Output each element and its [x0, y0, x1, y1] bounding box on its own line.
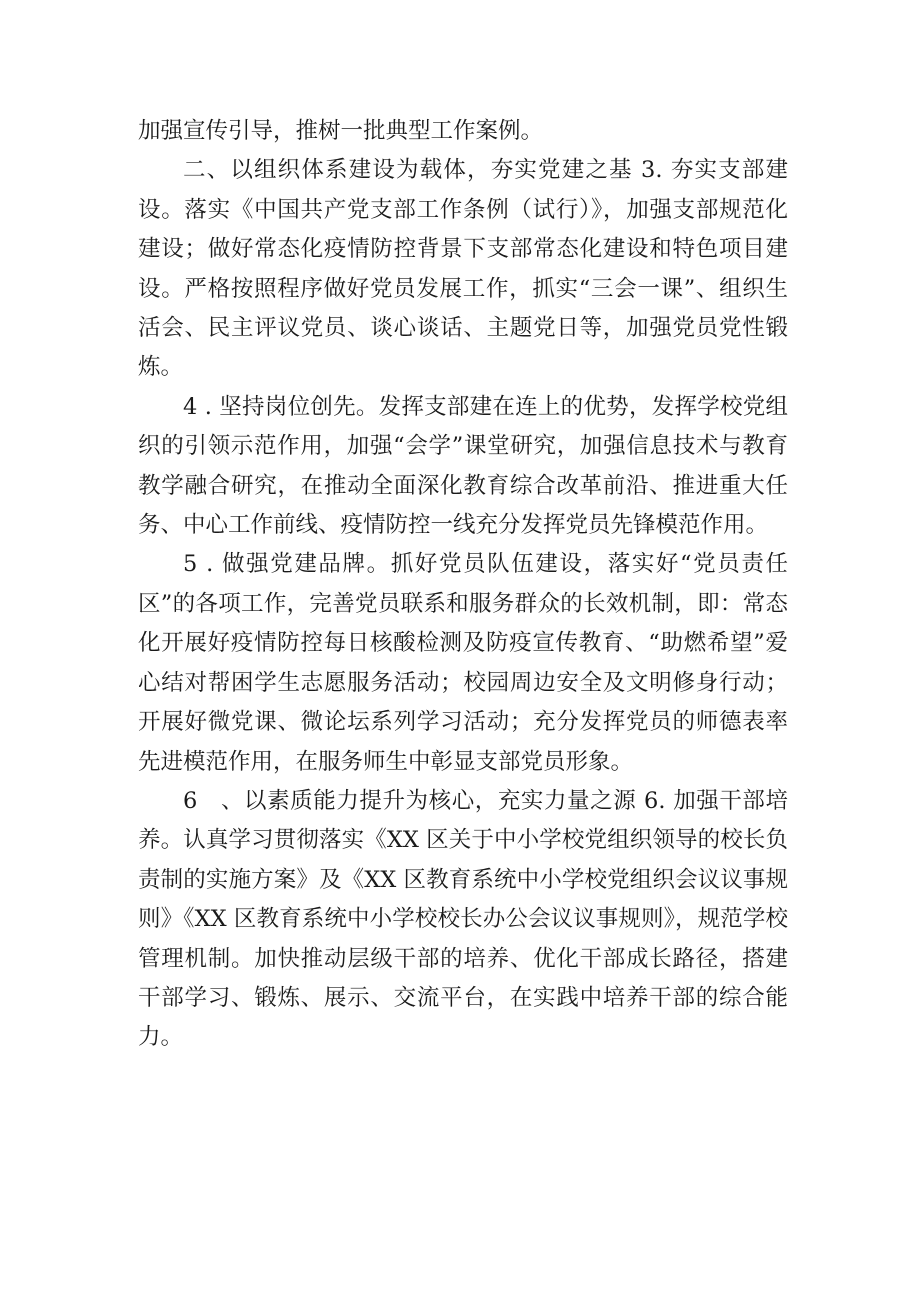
paragraph-organization-system: 二、以组织体系建设为载体，夯实党建之基 3. 夯实支部建设。落实《中国共产党支部工作条例（试行）》，加强支部规范化建设；做好常态化疫情防控背景下支部常态化建设和特色项目建设。严格按照程序做好党员发展工作，抓实“三会一课”、组织生活会、民主评议党员、谈心谈话、主题党日等，加强党员党性锻炼。 [138, 157, 788, 381]
paragraph-publicity-cases: 加强宣传引导，推树一批典型工作案例。 [138, 118, 544, 144]
paragraph-post-excellence: 4 . 坚持岗位创先。发挥支部建在连上的优势，发挥学校党组织的引领示范作用，加强“会学”课堂研究，加强信息技术与教育教学融合研究，在推动全面深化教育综合改革前沿、推进重大任务、中心工作前线、疫情防控一线充分发挥党员先锋模范作用。 [138, 393, 788, 539]
paragraph-party-brand: 5 . 做强党建品牌。抓好党员队伍建设，落实好“党员责任区”的各项工作，完善党员联系和服务群众的长效机制，即：常态化开展好疫情防控每日核酸检测及防疫宣传教育、“助燃希望”爱心结对帮困学生志愿服务活动；校园周边安全及文明修身行动；开展好微党课、微论坛系列学习活动；充分发挥党员的师德表率先进模范作用，在服务师生中彰显支部党员形象。 [138, 551, 788, 775]
paragraph-cadre-training: 6 、以素质能力提升为核心，充实力量之源 6. 加强干部培养。认真学习贯彻落实《XX 区关于中小学校党组织领导的校长负责制的实施方案》及《XX 区教育系统中小学校党组织会议议事规则》《XX 区教育系统中小学校校长办公会议议事规则》，规范学校管理机制。加快推动层级干部的培养、优化干部成长路径，搭建干部学习、锻炼、展示、交流平台，在实践中培养干部的综合能力。 [138, 787, 788, 1051]
document-body [138, 112, 788, 1058]
